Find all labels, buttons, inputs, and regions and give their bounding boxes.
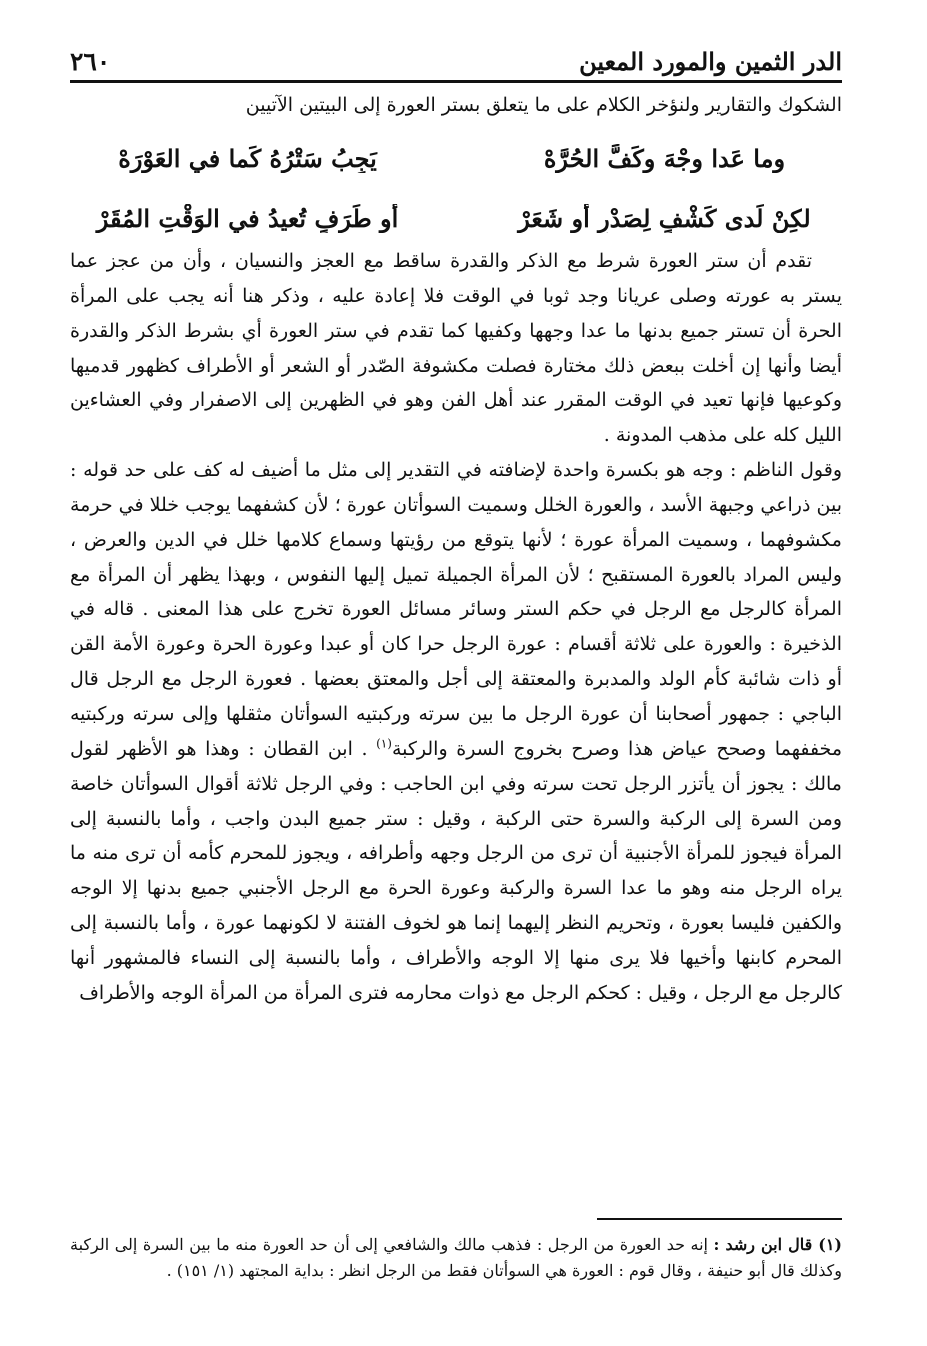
verse-second-hemistich: أو طَرَفٍ تُعيدُ في الوَقْتِ المُقَرْ xyxy=(96,203,399,233)
footnote-divider xyxy=(597,1218,842,1220)
commentary-paragraph: تقدم أن ستر العورة شرط مع الذكر والقدرة ساقط مع العجز والنسيان ، وأن من عجز عما يستر به عورته وصلى عريانا وجد ثوبا في الوقت فلا إعادة عليه ، وذكر هنا أنه يجب على المرأة الحرة أن تستر جميع بدنها ما عدا وجهها وكفيها كما تقدم في ستر العورة أي بشرط الذكر والقدرة أيضا وأنها إن أخلت ببعض ذلك مختارة فصلت مكشوفة الصّدر أو الشعر أو الأطراف كظهور قدميها وكوعيها فإنها تعيد في الوقت المقرر عند أهل الفن وهو في الظهرين إلى الاصفرار وفي العشاءين الليل كله على مذهب المدونة . xyxy=(70,250,842,447)
verse-second-hemistich: يَجِبُ سَتْرُهُ كَما في العَوْرَهْ xyxy=(118,143,377,173)
paragraph-text: . ابن القطان : وهذا هو الأظهر لقول مالك : يجوز أن يأتزر الرجل تحت سرته وفي ابن الحاجب : وفي الرجل ثلاثة أقوال السوأتان خاصة ومن السرة إلى الركبة والسرة حتى الركبة ، وقيل : ستر جميع البدن واجب ، وأما بالنسبة إلى المرأة فيجوز للمرأة الأجنبية أن ترى من الرجل وجهه وأطرافه ، ويجوز للمحرم كأمه أن ترى منه ما يراه الرجل منه وهو ما عدا السرة والركبة وعورة الحرة مع الرجل الأجنبي جميع بدنها إلا الوجه والكفين فليسا بعورة ، وتحريم النظر إليهما إنما هو لخوف الفتنة لا لكونهما عورة ، وأما بالنسبة إلى المحرم كابنها وأخيها فلا يرى منها إلا الوجه والأطراف ، وأما بالنسبة إلى النساء فالمشهور أنها كالرجل مع الرجل ، وقيل : كحكم الرجل مع ذوات محارمه فترى المرأة من المرأة الوجه والأطراف xyxy=(70,737,842,1004)
body-text xyxy=(70,244,842,1011)
footnote xyxy=(70,1232,842,1284)
page-header xyxy=(70,36,842,83)
lead-line: الشكوك والتقارير ولنؤخر الكلام على ما يتعلق بستر العورة إلى البيتين الآتيين xyxy=(245,94,842,116)
verse-first-hemistich: لكِنْ لَدى كَشْفٍ لِصَدْرٍ أو شَعَرْ xyxy=(518,203,811,233)
commentary-paragraph xyxy=(70,453,842,1011)
verse-first-hemistich: وما عَدا وجْهَ وكَفَّ الحُرَّهْ xyxy=(543,143,786,173)
footnote-label: (١) قال ابن رشد : xyxy=(713,1235,842,1254)
page-number: ٢٦٠ xyxy=(70,47,111,76)
footnote-reference: (١) xyxy=(376,736,392,751)
poem-verses xyxy=(70,128,842,248)
verse-line xyxy=(70,128,842,188)
verse-line xyxy=(70,188,842,248)
footnote-text: إنه حد العورة من الرجل : فذهب مالك والشافعي إلى أن حد العورة منه ما بين السرة إلى الركبة وكذلك قال أبو حنيفة ، وقال قوم : العورة هي السوأتان فقط من الرجل انظر : بداية المجتهد (١/ ١٥١) . xyxy=(70,1235,842,1280)
paragraph-text: وقول الناظم : وجه هو بكسرة واحدة لإضافته في التقدير إلى مثل ما أضيف له كف على حد قوله : بين ذراعي وجبهة الأسد ، والعورة الخلل وسميت السوأتان عورة ؛ لأن كشفهما يوجب خللا في حرمة مكشوفهما ، وسميت المرأة عورة ؛ لأنها يتوقع من رؤيتها وسماع كلامها خلل في الدين والعرض ، وليس المراد بالعورة المستقبح ؛ لأن المرأة الجميلة تميل إليها النفوس ، وبهذا يظهر أن المرأة مع المرأة كالرجل مع الرجل في حكم الستر وسائر مسائل العورة تخرج على هذا المعنى . قاله في الذخيرة : والعورة على ثلاثة أقسام : عورة الرجل حرا كان أو عبدا وعورة الحرة وعورة الأمة القن أو ذات شائبة كأم الولد والمدبرة والمعتقة إلى أجل والمعتق بعضها . فعورة الرجل مع الرجل قال الباجي : جمهور أصحابنا أن عورة الرجل ما بين سرته وركبتيه السوأتان مثقلها وإلى سرته وركبتيه مخففهما وصحح عياض هذا وصرح بخروج السرة والركبة xyxy=(70,459,842,760)
running-title: الدر الثمين والمورد المعين xyxy=(579,47,842,76)
